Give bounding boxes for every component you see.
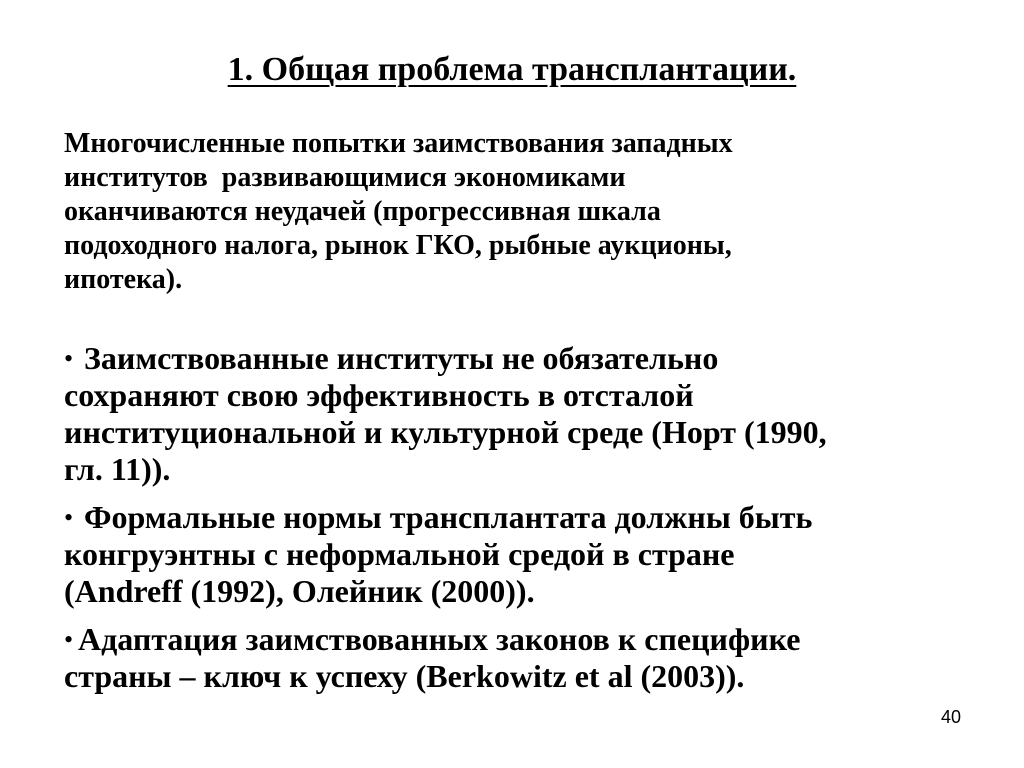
bullet-text: Формальные нормы трансплантата должны быть bbox=[84, 499, 813, 535]
bullet-line: институциональной и культурной среде (Норт (1990, bbox=[64, 414, 827, 450]
slide-title bbox=[0, 50, 1024, 90]
bullet-icon: • bbox=[64, 503, 74, 532]
bullet-line bbox=[64, 499, 984, 536]
intro-line: институтов развивающимися экономиками bbox=[64, 162, 626, 193]
intro-paragraph bbox=[64, 127, 964, 297]
bullet-line bbox=[64, 621, 984, 658]
intro-line: подоходного налога, рынок ГКО, рыбные аукционы, bbox=[64, 230, 732, 261]
bullet-icon: • bbox=[64, 625, 74, 654]
bullet-icon: • bbox=[64, 344, 74, 373]
intro-line: Многочисленные попытки заимствования западных bbox=[64, 128, 733, 159]
bullet-line: сохраняют свою эффективность в отсталой bbox=[64, 377, 694, 413]
bullet-text: Адаптация заимствованных законов к специфике bbox=[78, 621, 801, 657]
bullet-line: страны – ключ к успеху (Berkowitz et al (2003)). bbox=[64, 658, 745, 694]
bullet-text: Заимствованные институты не обязательно bbox=[84, 340, 719, 376]
page-number: 40 bbox=[940, 707, 961, 727]
bullet-line: гл. 11)). bbox=[64, 451, 171, 487]
intro-line: оканчиваются неудачей (прогрессивная шкала bbox=[64, 196, 661, 227]
bullet-list bbox=[64, 340, 984, 706]
intro-line: ипотека). bbox=[64, 264, 183, 295]
bullet-item-1 bbox=[64, 340, 984, 488]
slide-title-text: 1. Общая проблема трансплантации. bbox=[227, 51, 797, 88]
bullet-line bbox=[64, 340, 984, 377]
bullet-item-3 bbox=[64, 621, 984, 695]
bullet-line: конгруэнтны с неформальной средой в стране bbox=[64, 536, 735, 572]
bullet-item-2 bbox=[64, 499, 984, 610]
bullet-line: (Andreff (1992), Олейник (2000)). bbox=[64, 573, 535, 609]
